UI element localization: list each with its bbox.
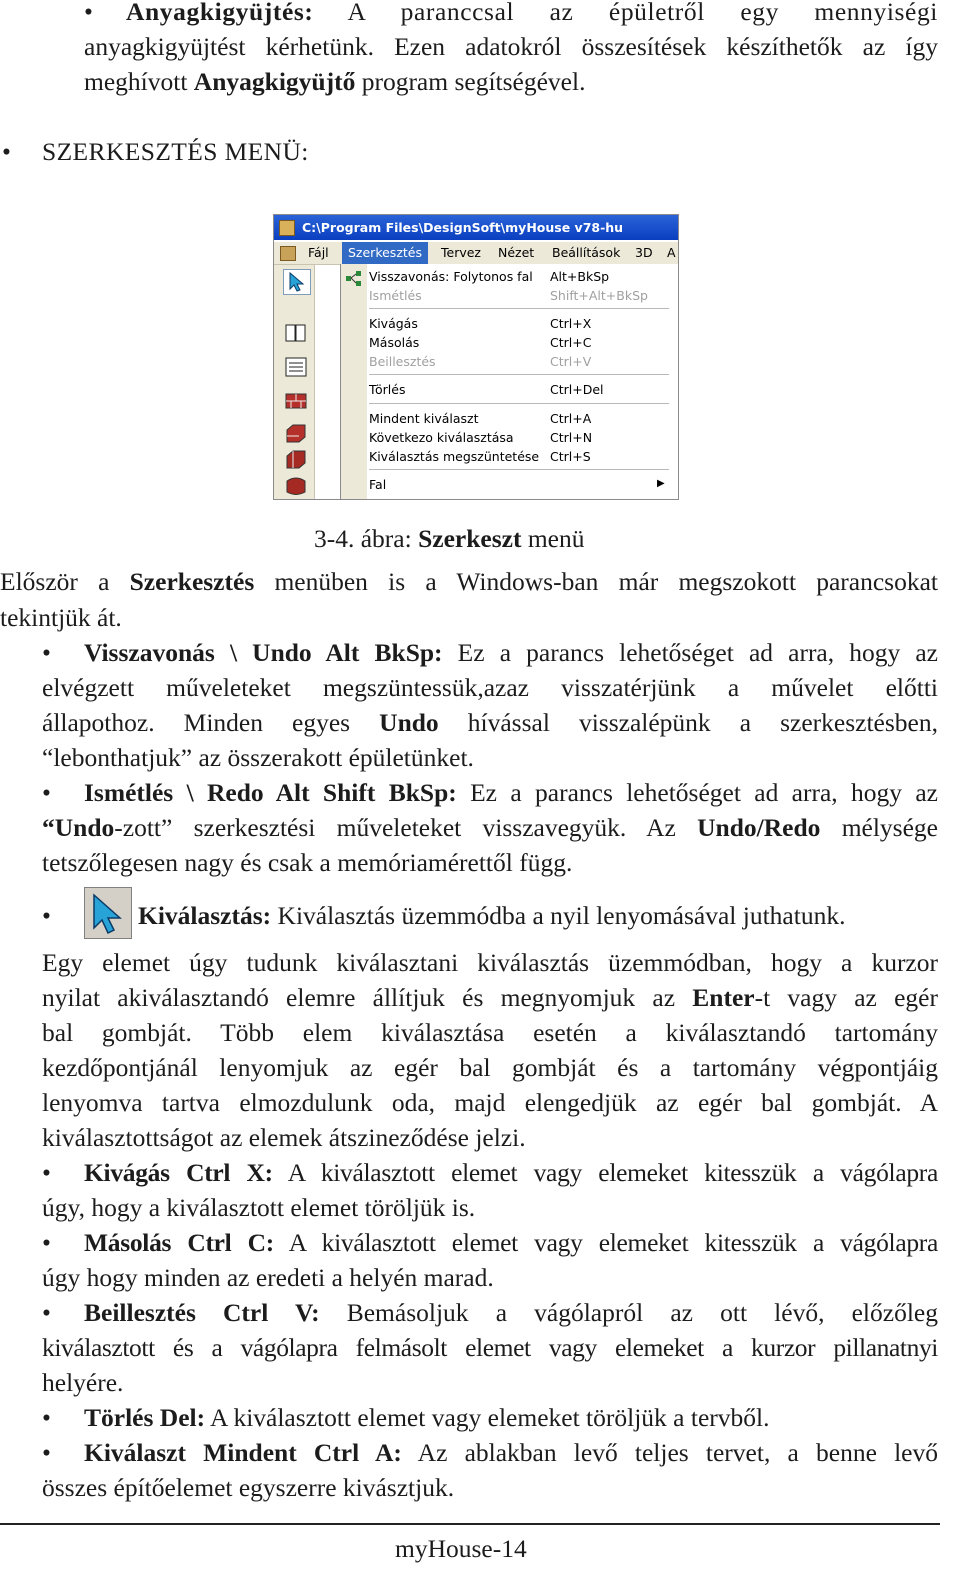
- menu-edit[interactable]: Szerkesztés: [342, 242, 428, 264]
- menu-bar: [274, 242, 678, 265]
- select-para-text-2b: -t vagy az egér: [754, 983, 938, 1012]
- shortcut-select-all: Ctrl+A: [550, 411, 592, 426]
- page-footer: myHouse-14: [395, 1534, 527, 1563]
- selectall-label: Kiválaszt Mindent Ctrl A:: [84, 1438, 402, 1467]
- copy-line-2: úgy hogy minden az eredeti a helyén marad.: [42, 1263, 494, 1292]
- shortcut-paste: Ctrl+V: [550, 354, 592, 369]
- shortcut-delete: Ctrl+Del: [550, 382, 604, 397]
- copy-label: Másolás Ctrl C:: [84, 1228, 274, 1257]
- copy-bullet: •: [42, 1228, 51, 1257]
- intro-line-3: [84, 64, 938, 99]
- arrow-cursor-icon: [284, 270, 310, 294]
- menu-item-select-all[interactable]: Mindent kiválaszt: [369, 411, 479, 426]
- select-para-line-1: Egy elemet úgy tudunk kiválasztani kiválasztás üzemmódban, hogy a kurzor: [42, 948, 938, 977]
- cut-line-2: úgy, hogy a kiválasztott elemet töröljük is.: [42, 1193, 476, 1222]
- shortcut-cut: Ctrl+X: [550, 316, 592, 331]
- undo-text-3b: hívással visszalépünk a szerkesztésben,: [438, 708, 938, 737]
- paste-line-2: kiválasztott és a vágólapra felmásolt elemet vagy elemeket a kurzor pillanatnyi: [42, 1333, 938, 1362]
- list-tool[interactable]: [283, 355, 309, 379]
- menu-item-paste[interactable]: Beillesztés: [369, 354, 436, 369]
- selectall-line-1: [84, 1435, 938, 1470]
- select-para-enter: Enter: [692, 983, 755, 1012]
- shortcut-select-next: Ctrl+N: [550, 430, 593, 445]
- undo-line-4: “lebonthatjuk” az összerakott épületünket.: [42, 743, 474, 772]
- submenu-arrow-icon: ▶: [657, 478, 665, 489]
- select-para-line-2: [42, 980, 938, 1015]
- selectall-bullet: •: [42, 1438, 51, 1467]
- select-arrow-tool[interactable]: [283, 269, 311, 295]
- brick-block-icon: [283, 421, 309, 445]
- caption-bold: Szerkeszt: [418, 524, 522, 553]
- brick-corner-icon: [283, 447, 309, 471]
- menu-separator: [369, 374, 669, 375]
- edit-dropdown-menu: [340, 264, 679, 500]
- para1-text-a: Először a: [0, 567, 130, 596]
- arrow-cursor-icon: [85, 888, 131, 938]
- para1-text-b: menüben is a Windows-ban már megszokott parancsokat: [254, 567, 938, 596]
- para1-bold: Szerkesztés: [129, 567, 255, 596]
- select-arrow-button: [84, 887, 132, 939]
- menu-settings[interactable]: Beállítások: [552, 245, 621, 260]
- wall-tool-4[interactable]: [283, 473, 309, 497]
- menu-separator: [369, 308, 669, 309]
- intro-line-2: anyagkigyüjtést kérhetünk. Ezen adatokról összesítések készíthetők az így: [84, 32, 938, 61]
- cut-label: Kivágás Ctrl X:: [84, 1158, 273, 1187]
- select-para-text-2a: nyilat akiválasztandó elemre állítjuk és megnyomjuk az: [42, 983, 693, 1012]
- window-titlebar: [274, 215, 678, 240]
- intro-label: Anyagkigyüjtés:: [126, 0, 314, 26]
- book-tool[interactable]: [283, 321, 309, 345]
- intro-bullet: •: [84, 0, 93, 26]
- paste-line-3: helyére.: [42, 1368, 124, 1397]
- para1-line-2: tekintjük át.: [0, 603, 122, 632]
- intro-line-1: [126, 0, 938, 29]
- shortcut-redo: Shift+Alt+BkSp: [550, 288, 648, 303]
- paste-label: Beillesztés Ctrl V:: [84, 1298, 320, 1327]
- select-para-line-3: bal gombját. Több elem kiválasztása esetén a kiválasztandó tartomány: [42, 1018, 938, 1047]
- delete-bullet: •: [42, 1403, 51, 1432]
- menu-view[interactable]: Nézet: [498, 245, 535, 260]
- menu-separator: [369, 469, 669, 470]
- menu-item-wall[interactable]: Fal: [369, 477, 387, 492]
- edit-menu-screenshot: [273, 214, 679, 500]
- select-text: Kiválasztás üzemmódba a nyil lenyomásával juthatunk.: [271, 901, 846, 930]
- side-toolbar: [274, 265, 315, 499]
- menu-3d[interactable]: 3D: [635, 245, 653, 260]
- cut-line-1: [84, 1155, 938, 1190]
- intro-text-3a: meghívott: [84, 67, 194, 96]
- tree-icon: [345, 270, 363, 288]
- copy-line-1: [84, 1225, 938, 1260]
- select-para-line-5: lenyomva tartva elmozdulunk oda, majd elengedjük az egér bal gombját. A: [42, 1088, 938, 1117]
- caption-number: 3-4. ábra:: [314, 524, 419, 553]
- delete-label: Törlés Del:: [84, 1403, 206, 1432]
- section-title: SZERKESZTÉS MENÜ:: [42, 137, 309, 166]
- redo-line-1: [84, 775, 938, 810]
- wall-tool[interactable]: [283, 389, 309, 413]
- undo-text-3a: állapothoz. Minden egyes: [42, 708, 380, 737]
- redo-text-1: Ez a parancs lehetőséget ad arra, hogy az: [456, 778, 938, 807]
- select-bullet: •: [42, 901, 51, 930]
- brick-wall-icon: [283, 389, 309, 413]
- undo-label: Visszavonás \ Undo Alt BkSp:: [84, 638, 443, 667]
- undo-bullet: •: [42, 638, 51, 667]
- cut-text-1: A kiválasztott elemet vagy elemeket kitesszük a vágólapra: [272, 1158, 939, 1187]
- para1-line-1: [0, 564, 938, 599]
- select-label: Kiválasztás:: [138, 901, 272, 930]
- paste-text-1: Bemásoljuk a vágólapról az ott lévő, előzőleg: [319, 1298, 938, 1327]
- copy-text-1: A kiválasztott elemet vagy elemeket kitesszük a vágólapra: [273, 1228, 939, 1257]
- menu-design[interactable]: Tervez: [441, 245, 481, 260]
- redo-label: Ismétlés \ Redo Alt Shift BkSp:: [84, 778, 457, 807]
- menu-item-deselect[interactable]: Kiválasztás megszüntetése: [369, 449, 540, 464]
- undo-line-1: [84, 635, 938, 670]
- footer-rule: [0, 1523, 940, 1525]
- selectall-text-1: Az ablakban levő teljes tervet, a benne levő: [401, 1438, 938, 1467]
- shortcut-undo: Alt+BkSp: [550, 269, 610, 284]
- menu-item-redo[interactable]: Ismétlés: [369, 288, 422, 303]
- app-icon: [279, 220, 295, 236]
- select-line: [138, 898, 845, 933]
- menu-doc-icon: [280, 246, 296, 261]
- menu-item-select-next[interactable]: Következo kiválasztása: [369, 430, 514, 445]
- shortcut-deselect: Ctrl+S: [550, 449, 591, 464]
- shortcut-copy: Ctrl+C: [550, 335, 592, 350]
- menu-separator: [369, 403, 669, 404]
- selectall-line-2: összes építőelemet egyszerre kivásztjuk.: [42, 1473, 455, 1502]
- intro-text-1: A paranccsal az épületről egy mennyiségi: [313, 0, 938, 26]
- list-icon: [283, 355, 309, 379]
- caption-rest: menü: [521, 524, 585, 553]
- menu-item-cut[interactable]: Kivágás: [369, 316, 418, 331]
- menu-item-copy[interactable]: Másolás: [369, 335, 420, 350]
- redo-bold-a: “Undo: [42, 813, 115, 842]
- undo-line-2: elvégzett műveleteket megszüntessük,azaz visszatérjünk a művelet előtti: [42, 673, 938, 702]
- redo-line-3: tetszőlegesen nagy és csak a memóriamérettől függ.: [42, 848, 573, 877]
- figure-caption: [314, 521, 585, 556]
- menu-more[interactable]: A: [667, 245, 676, 260]
- intro-text-3b: program segítségével.: [355, 67, 586, 96]
- wall-tool-2[interactable]: [283, 421, 309, 445]
- paste-line-1: [84, 1295, 938, 1330]
- undo-line-3: [42, 705, 938, 740]
- menu-file[interactable]: Fájl: [308, 245, 329, 260]
- delete-text: A kiválasztott elemet vagy elemeket töröljük a tervből.: [205, 1403, 770, 1432]
- cut-bullet: •: [42, 1158, 51, 1187]
- undo-text-1: Ez a parancs lehetőséget ad arra, hogy az: [442, 638, 939, 667]
- brick-round-icon: [283, 473, 309, 497]
- select-para-line-4: kezdőpontjánál lenyomjuk az egér bal gombját és a tartomány végpontjáig: [42, 1053, 938, 1082]
- redo-text-2b: mélysége: [820, 813, 938, 842]
- dropdown-strip: [341, 264, 367, 499]
- menu-item-delete[interactable]: Törlés: [369, 382, 406, 397]
- delete-line: [84, 1400, 769, 1435]
- wall-tool-3[interactable]: [283, 447, 309, 471]
- menu-item-undo[interactable]: Visszavonás: Folytonos fal: [369, 269, 533, 284]
- select-para-line-6: kiválasztottságot az elemek átszineződése jelzi.: [42, 1123, 526, 1152]
- redo-text-2a: -zott” szerkesztési műveleteket visszavegyük. Az: [114, 813, 698, 842]
- section-bullet: •: [2, 137, 11, 166]
- undo-bold: Undo: [379, 708, 439, 737]
- redo-bullet: •: [42, 778, 51, 807]
- paste-bullet: •: [42, 1298, 51, 1327]
- redo-line-2: [42, 810, 938, 845]
- book-icon: [283, 321, 309, 345]
- window-title: C:\Program Files\DesignSoft\myHouse v78-hu: [302, 220, 624, 235]
- intro-program-name: Anyagkigyüjtő: [193, 67, 356, 96]
- redo-bold-b: Undo/Redo: [697, 813, 821, 842]
